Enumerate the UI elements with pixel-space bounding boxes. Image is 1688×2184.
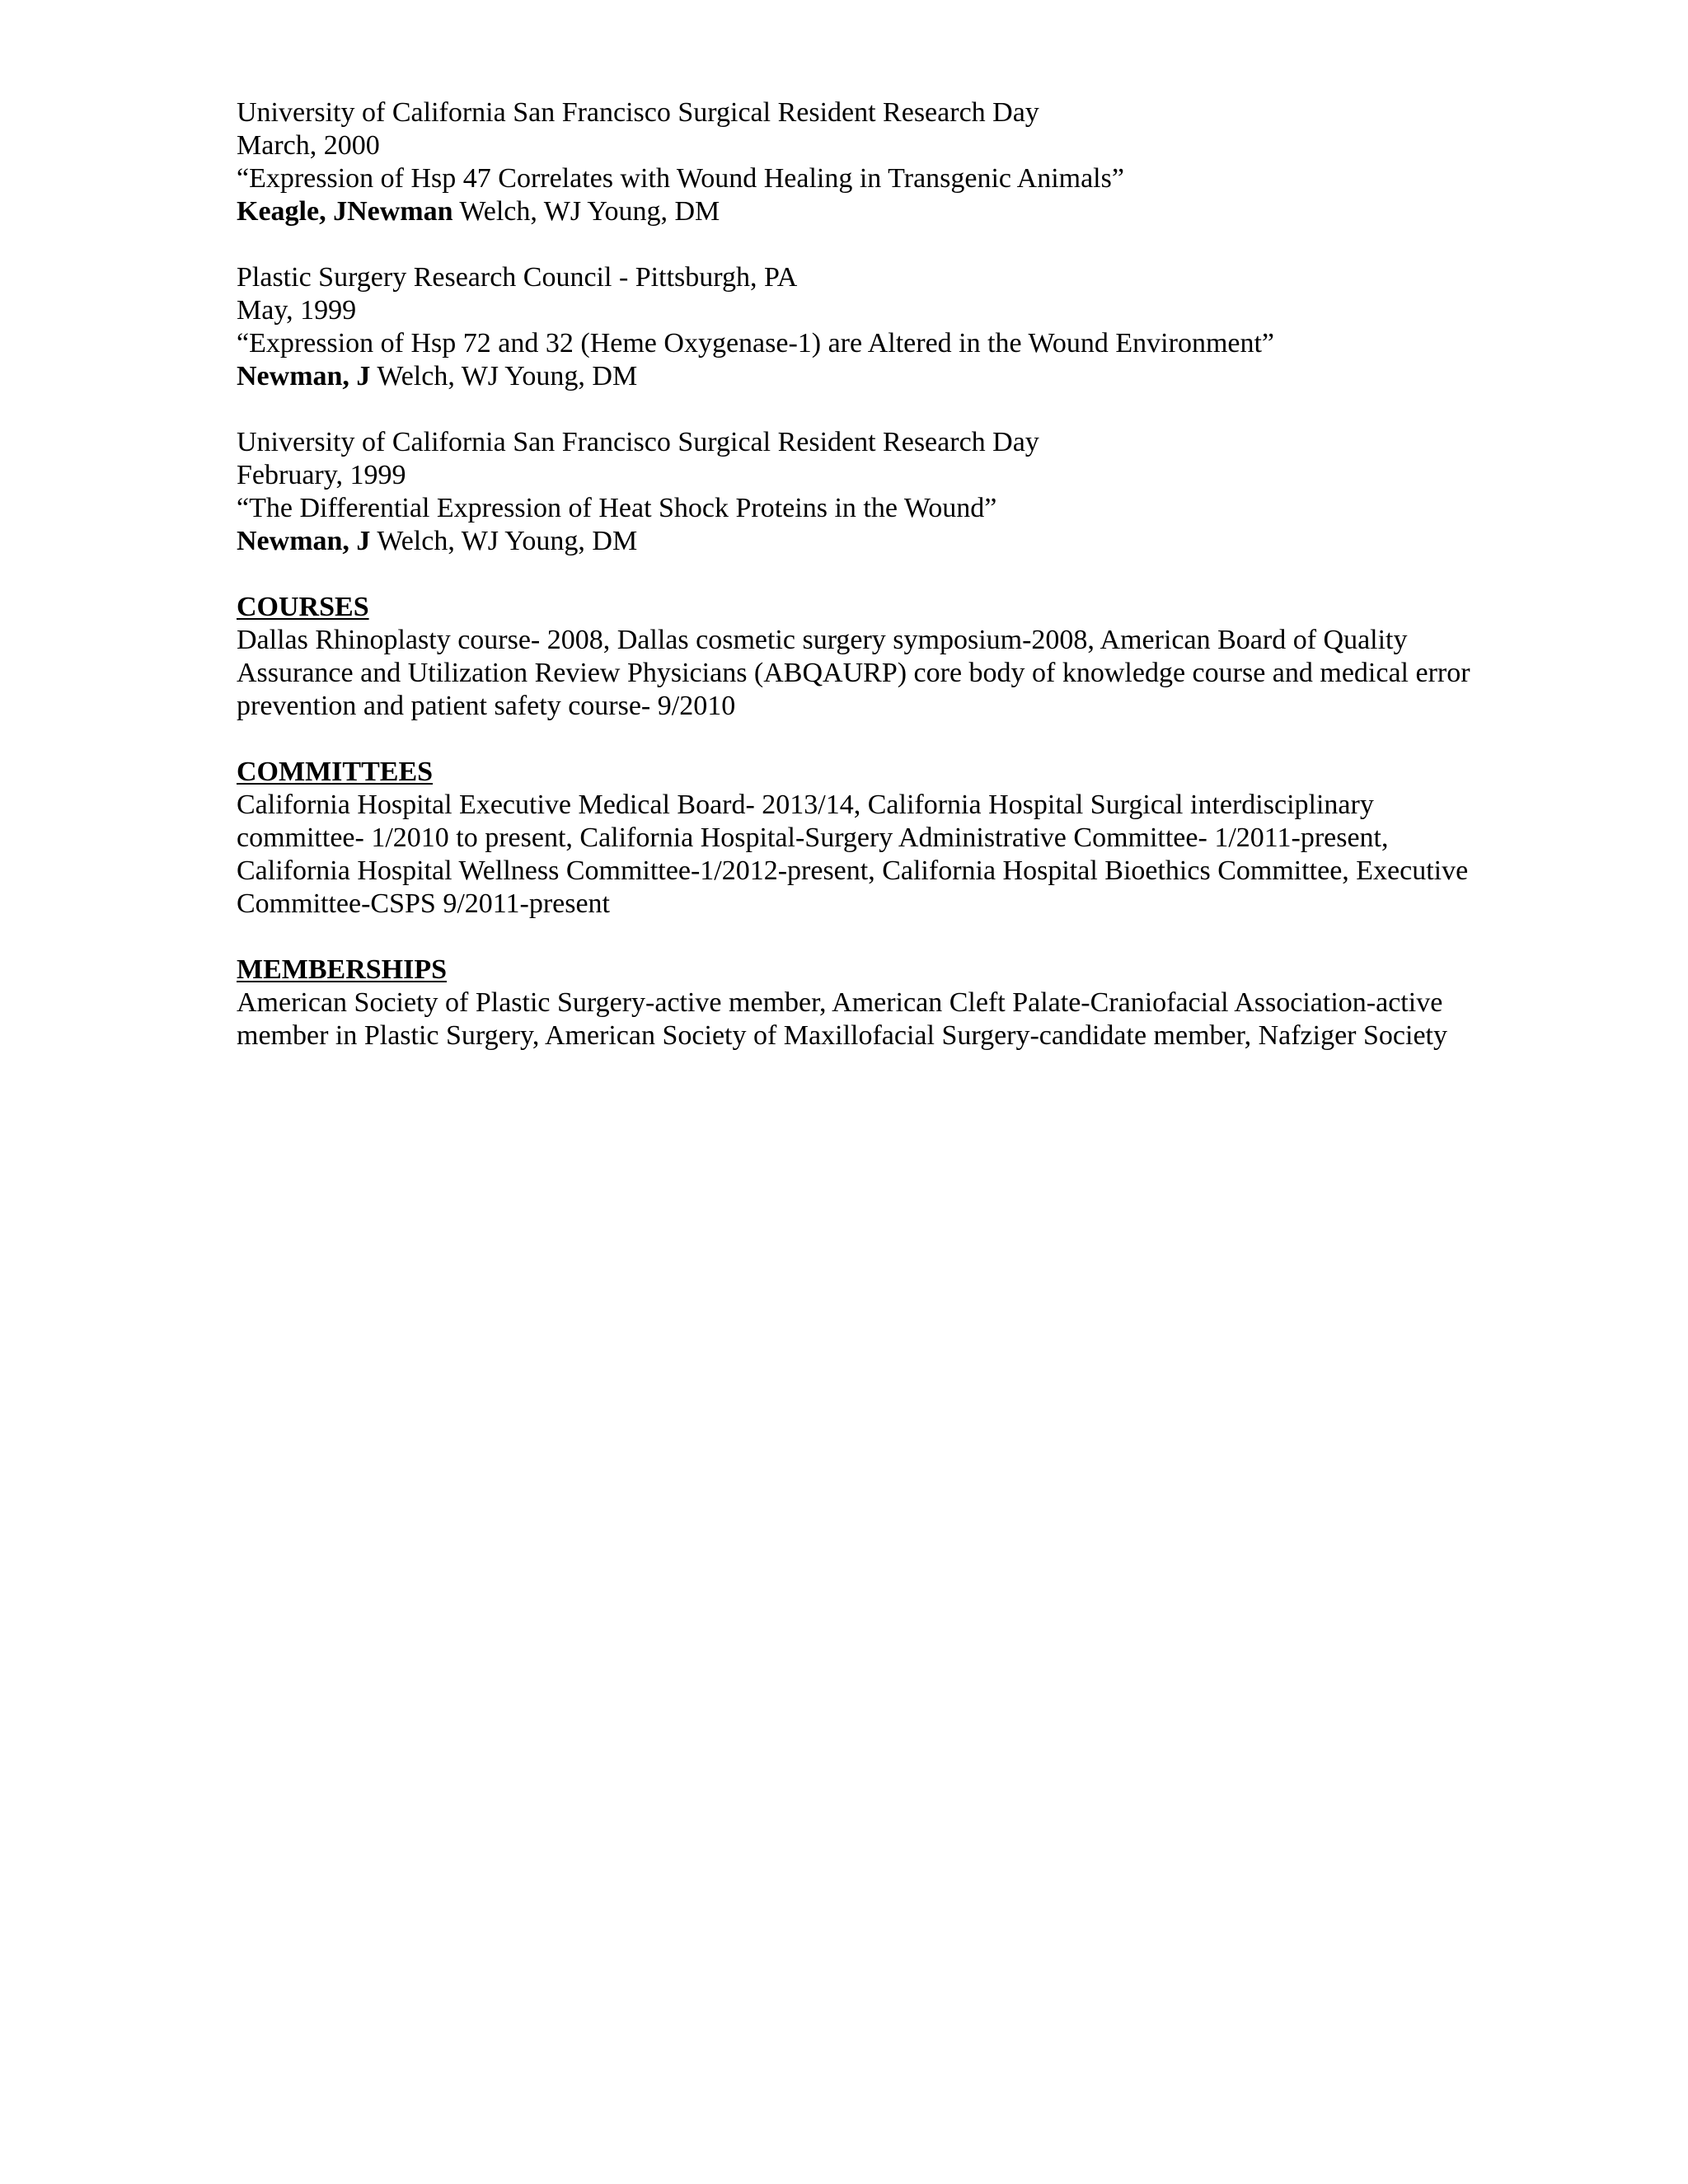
courses-line: prevention and patient safety course- 9/2010: [237, 691, 736, 721]
co-authors: Welch, WJ Young, DM: [452, 196, 720, 227]
presentation-title: “Expression of Hsp 47 Correlates with Wound Healing in Transgenic Animals”: [237, 163, 1124, 194]
section-heading-committees: COMMITTEES: [237, 757, 434, 787]
presentation-title: “The Differential Expression of Heat Shock Proteins in the Wound”: [237, 493, 997, 523]
lead-authors: Keagle, JNewman: [237, 196, 453, 227]
document-page: [237, 96, 1572, 1052]
presentation-venue: University of California San Francisco Surgical Resident Research Day: [237, 97, 1039, 128]
presentation-entry: [237, 426, 1572, 558]
presentation-authors: [237, 195, 1572, 228]
committees-line: committee- 1/2010 to present, California Hospital-Surgery Administrative Committee- 1/2011-present,: [237, 823, 1389, 853]
committees-line: California Hospital Wellness Committee-1/2012-present, California Hospital Bioethics Committee, Executive: [237, 855, 1469, 886]
spacer: [237, 393, 1572, 426]
section-heading-memberships: MEMBERSHIPS: [237, 954, 448, 985]
presentation-authors: [237, 525, 1572, 558]
spacer: [237, 921, 1572, 954]
memberships-line: American Society of Plastic Surgery-active member, American Cleft Palate-Craniofacial Association-active: [237, 987, 1443, 1018]
presentation-date: May, 1999: [237, 295, 357, 326]
co-authors: Welch, WJ Young, DM: [370, 526, 638, 556]
lead-authors: Newman, J: [237, 526, 371, 556]
spacer: [237, 723, 1572, 756]
courses-line: Dallas Rhinoplasty course- 2008, Dallas cosmetic surgery symposium-2008, American Board of Quality: [237, 625, 1408, 655]
presentation-authors: [237, 360, 1572, 393]
committees-line: Committee-CSPS 9/2011-present: [237, 888, 611, 919]
spacer: [237, 558, 1572, 591]
presentation-venue: University of California San Francisco Surgical Resident Research Day: [237, 427, 1039, 457]
lead-authors: Newman, J: [237, 361, 371, 391]
section-heading-courses: COURSES: [237, 592, 369, 622]
courses-section: [237, 591, 1572, 723]
courses-line: Assurance and Utilization Review Physicians (ABQAURP) core body of knowledge course and medical error: [237, 658, 1470, 688]
spacer: [237, 228, 1572, 261]
memberships-section: [237, 954, 1572, 1052]
presentation-date: February, 1999: [237, 460, 406, 490]
presentation-entry: [237, 261, 1572, 393]
presentation-title: “Expression of Hsp 72 and 32 (Heme Oxygenase-1) are Altered in the Wound Environment”: [237, 328, 1275, 359]
presentation-venue: Plastic Surgery Research Council - Pittsburgh, PA: [237, 262, 798, 293]
committees-section: [237, 756, 1572, 921]
memberships-line: member in Plastic Surgery, American Society of Maxillofacial Surgery-candidate member, Nafziger Society: [237, 1020, 1447, 1051]
committees-line: California Hospital Executive Medical Board- 2013/14, California Hospital Surgical interdisciplinary: [237, 790, 1374, 820]
presentation-entry: [237, 96, 1572, 228]
presentation-date: March, 2000: [237, 130, 380, 161]
co-authors: Welch, WJ Young, DM: [370, 361, 638, 391]
